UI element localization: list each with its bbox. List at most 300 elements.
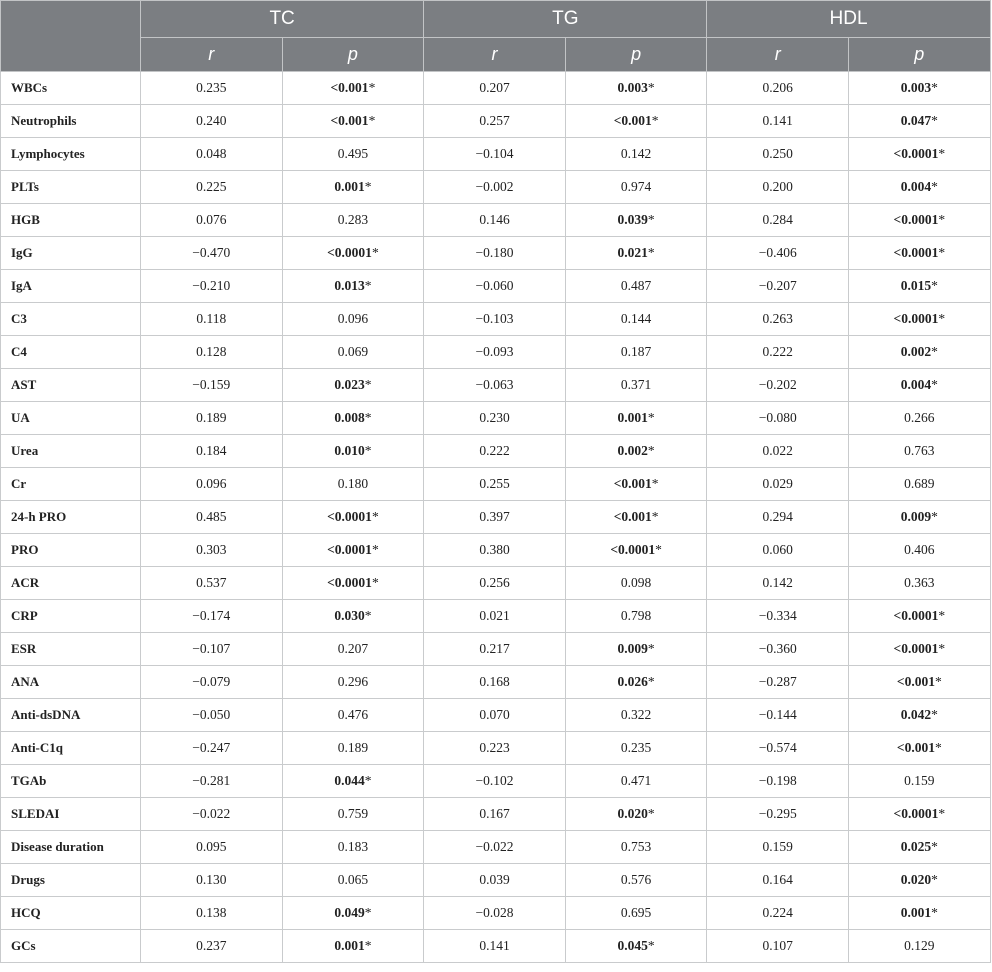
subheader-row: [1, 38, 991, 72]
table-row: [1, 732, 991, 765]
cell-value: −0.060: [475, 278, 514, 293]
table-row: [1, 336, 991, 369]
p-value-cell: [565, 336, 707, 369]
r-value-cell: [707, 237, 849, 270]
cell-value: 0.222: [479, 443, 510, 458]
cell-value: 0.206: [762, 80, 793, 95]
significance-marker: *: [938, 641, 946, 656]
significant-p-value: <0.001: [613, 509, 652, 524]
significance-marker: *: [934, 740, 942, 755]
cell-value: 0.021: [479, 608, 510, 623]
table-row: [1, 864, 991, 897]
significant-p-value: 0.026: [617, 674, 648, 689]
r-value-cell: [424, 303, 566, 336]
cell-value: 0.284: [762, 212, 793, 227]
r-value-cell: [707, 534, 849, 567]
p-value-cell: [565, 237, 707, 270]
significance-marker: *: [371, 542, 379, 557]
r-value-cell: [141, 468, 283, 501]
cell-value: −0.360: [758, 641, 797, 656]
r-value-cell: [141, 204, 283, 237]
r-value-cell: [707, 831, 849, 864]
p-value-cell: [282, 468, 424, 501]
cell-value: 0.060: [762, 542, 793, 557]
cell-value: 0.217: [479, 641, 510, 656]
cell-value: 0.322: [620, 707, 652, 722]
r-value-cell: [707, 138, 849, 171]
p-value-cell: [849, 303, 991, 336]
r-value-cell: [707, 435, 849, 468]
table-body: [1, 72, 991, 963]
significance-marker: *: [364, 905, 372, 920]
significance-marker: *: [934, 674, 942, 689]
significant-p-value: 0.025: [900, 839, 932, 854]
cell-value: −0.159: [192, 377, 231, 392]
cell-value: 0.167: [479, 806, 510, 821]
table-row: [1, 765, 991, 798]
p-value-cell: [849, 930, 991, 963]
significance-marker: *: [931, 509, 938, 524]
r-value-cell: [707, 402, 849, 435]
p-value-cell: [282, 336, 424, 369]
significant-p-value: <0.0001: [893, 146, 939, 161]
significant-p-value: 0.047: [900, 113, 932, 128]
table-row: [1, 237, 991, 270]
significance-marker: *: [938, 245, 946, 260]
p-value-cell: [565, 699, 707, 732]
significance-marker: *: [931, 839, 938, 854]
p-value-cell: [565, 501, 707, 534]
significant-p-value: <0.0001: [327, 575, 372, 590]
p-value-cell: [565, 930, 707, 963]
row-label: IgG: [1, 237, 141, 270]
r-value-cell: [424, 138, 566, 171]
cell-value: 0.095: [196, 839, 227, 854]
r-value-cell: [141, 567, 283, 600]
cell-value: 0.142: [762, 575, 793, 590]
cell-value: −0.287: [758, 674, 797, 689]
cell-value: 0.118: [196, 311, 227, 326]
r-value-cell: [707, 864, 849, 897]
cell-value: 0.759: [337, 806, 369, 821]
p-value-cell: [282, 699, 424, 732]
significance-marker: *: [651, 509, 659, 524]
cell-value: 0.096: [337, 311, 369, 326]
cell-value: −0.202: [758, 377, 797, 392]
significance-marker: *: [938, 608, 946, 623]
cell-value: −0.174: [192, 608, 231, 623]
r-value-cell: [141, 831, 283, 864]
cell-value: 0.207: [337, 641, 369, 656]
p-value-cell: [565, 633, 707, 666]
significant-p-value: 0.015: [900, 278, 932, 293]
cell-value: 0.224: [762, 905, 793, 920]
significant-p-value: <0.0001: [893, 311, 939, 326]
p-value-cell: [565, 798, 707, 831]
p-value-cell: [565, 468, 707, 501]
cell-value: −0.080: [758, 410, 797, 425]
p-value-cell: [565, 897, 707, 930]
row-label: WBCs: [1, 72, 141, 105]
significant-p-value: 0.004: [900, 377, 932, 392]
significance-marker: *: [368, 113, 376, 128]
p-value-cell: [849, 237, 991, 270]
significant-p-value: 0.013: [334, 278, 365, 293]
p-value-cell: [849, 534, 991, 567]
r-value-cell: [141, 237, 283, 270]
cell-value: 0.164: [762, 872, 793, 887]
cell-value: 0.223: [479, 740, 510, 755]
cell-value: 0.128: [196, 344, 227, 359]
significance-marker: *: [647, 641, 655, 656]
cell-value: −0.470: [192, 245, 231, 260]
r-value-cell: [424, 897, 566, 930]
cell-value: 0.974: [620, 179, 652, 194]
p-value-cell: [282, 402, 424, 435]
p-value-cell: [282, 732, 424, 765]
p-value-cell: [282, 765, 424, 798]
significant-p-value: 0.002: [900, 344, 932, 359]
row-label: SLEDAI: [1, 798, 141, 831]
r-value-cell: [424, 501, 566, 534]
significance-marker: *: [931, 113, 938, 128]
significance-marker: *: [938, 146, 946, 161]
significance-marker: *: [647, 410, 655, 425]
p-value-cell: [849, 204, 991, 237]
significant-p-value: <0.001: [896, 674, 935, 689]
r-value-cell: [707, 303, 849, 336]
significant-p-value: <0.001: [330, 80, 369, 95]
table-row: [1, 204, 991, 237]
r-value-cell: [141, 633, 283, 666]
cell-value: −0.247: [192, 740, 231, 755]
cell-value: 0.180: [337, 476, 369, 491]
significance-marker: *: [931, 179, 938, 194]
significance-marker: *: [938, 311, 946, 326]
cell-value: −0.574: [758, 740, 797, 755]
cell-value: 0.471: [620, 773, 652, 788]
p-value-cell: [565, 171, 707, 204]
significance-marker: *: [364, 938, 372, 953]
p-value-cell: [282, 831, 424, 864]
p-value-cell: [282, 435, 424, 468]
r-value-cell: [424, 534, 566, 567]
row-label: AST: [1, 369, 141, 402]
cell-value: 0.183: [337, 839, 369, 854]
significant-p-value: 0.020: [900, 872, 932, 887]
cell-value: 0.222: [762, 344, 793, 359]
significant-p-value: <0.0001: [610, 542, 656, 557]
r-value-cell: [141, 369, 283, 402]
p-value-cell: [282, 897, 424, 930]
cell-value: −0.210: [192, 278, 231, 293]
r-value-cell: [424, 600, 566, 633]
p-value-cell: [565, 303, 707, 336]
r-value-cell: [424, 171, 566, 204]
row-label: ANA: [1, 666, 141, 699]
row-label: TGAb: [1, 765, 141, 798]
p-value-cell: [282, 171, 424, 204]
r-value-cell: [141, 897, 283, 930]
r-value-cell: [707, 930, 849, 963]
table-row: [1, 501, 991, 534]
cell-value: −0.198: [758, 773, 797, 788]
cell-value: 0.476: [337, 707, 369, 722]
r-value-cell: [707, 765, 849, 798]
cell-value: −0.028: [475, 905, 514, 920]
significant-p-value: 0.001: [617, 410, 648, 425]
r-value-cell: [141, 864, 283, 897]
r-value-cell: [141, 501, 283, 534]
cell-value: 0.397: [479, 509, 510, 524]
cell-value: 0.763: [904, 443, 935, 458]
table-row: [1, 468, 991, 501]
p-value-cell: [849, 336, 991, 369]
cell-value: 0.069: [337, 344, 369, 359]
cell-value: 0.048: [196, 146, 227, 161]
r-value-cell: [707, 501, 849, 534]
cell-value: 0.189: [337, 740, 369, 755]
cell-value: 0.159: [904, 773, 935, 788]
table-row: [1, 600, 991, 633]
r-value-cell: [424, 831, 566, 864]
cell-value: 0.200: [762, 179, 793, 194]
cell-value: 0.576: [620, 872, 652, 887]
significant-p-value: <0.0001: [327, 509, 372, 524]
cell-value: 0.371: [620, 377, 652, 392]
r-value-cell: [141, 732, 283, 765]
r-value-cell: [424, 237, 566, 270]
r-value-cell: [707, 699, 849, 732]
significance-marker: *: [938, 806, 946, 821]
cell-value: −0.102: [475, 773, 514, 788]
significant-p-value: <0.0001: [327, 542, 372, 557]
significance-marker: *: [647, 674, 655, 689]
cell-value: −0.050: [192, 707, 231, 722]
p-value-cell: [282, 864, 424, 897]
significant-p-value: 0.002: [617, 443, 648, 458]
r-value-cell: [141, 402, 283, 435]
r-value-cell: [707, 567, 849, 600]
p-value-cell: [565, 864, 707, 897]
cell-value: 0.225: [196, 179, 227, 194]
cell-value: −0.334: [758, 608, 797, 623]
significant-p-value: <0.0001: [893, 608, 939, 623]
significant-p-value: 0.023: [334, 377, 365, 392]
r-value-cell: [707, 666, 849, 699]
cell-value: 0.256: [479, 575, 510, 590]
table-row: [1, 435, 991, 468]
cell-value: −0.079: [192, 674, 231, 689]
cell-value: 0.798: [620, 608, 652, 623]
cell-value: 0.237: [196, 938, 227, 953]
cell-value: 0.283: [337, 212, 369, 227]
cell-value: 0.296: [337, 674, 369, 689]
row-label: ESR: [1, 633, 141, 666]
cell-value: 0.141: [479, 938, 510, 953]
p-value-cell: [849, 666, 991, 699]
r-value-cell: [707, 732, 849, 765]
row-label: GCs: [1, 930, 141, 963]
r-value-cell: [424, 666, 566, 699]
r-value-cell: [141, 600, 283, 633]
r-value-cell: [424, 798, 566, 831]
r-value-cell: [141, 138, 283, 171]
row-label: Cr: [1, 468, 141, 501]
r-value-cell: [141, 171, 283, 204]
p-value-cell: [849, 435, 991, 468]
cell-value: 0.096: [196, 476, 227, 491]
significant-p-value: <0.001: [613, 113, 652, 128]
p-value-cell: [565, 138, 707, 171]
group-header-tc: TC: [141, 1, 424, 38]
significance-marker: *: [931, 872, 938, 887]
r-value-cell: [707, 600, 849, 633]
table-row: [1, 666, 991, 699]
r-value-cell: [141, 72, 283, 105]
row-label: Drugs: [1, 864, 141, 897]
row-label: Lymphocytes: [1, 138, 141, 171]
cell-value: −0.281: [192, 773, 231, 788]
significance-marker: *: [364, 278, 372, 293]
significant-p-value: <0.0001: [893, 806, 939, 821]
significant-p-value: 0.039: [617, 212, 648, 227]
r-value-cell: [424, 204, 566, 237]
row-label: Neutrophils: [1, 105, 141, 138]
r-value-cell: [707, 336, 849, 369]
p-value-cell: [282, 600, 424, 633]
p-value-cell: [849, 633, 991, 666]
r-value-cell: [141, 699, 283, 732]
cell-value: 0.207: [479, 80, 510, 95]
cell-value: 0.029: [762, 476, 793, 491]
significant-p-value: 0.042: [900, 707, 932, 722]
significance-marker: *: [931, 905, 938, 920]
p-value-cell: [849, 798, 991, 831]
cell-value: −0.022: [475, 839, 514, 854]
significant-p-value: 0.003: [900, 80, 932, 95]
p-value-cell: [282, 270, 424, 303]
r-value-cell: [424, 633, 566, 666]
cell-value: −0.093: [475, 344, 514, 359]
cell-value: 0.266: [904, 410, 935, 425]
table-row: [1, 369, 991, 402]
significance-marker: *: [364, 377, 372, 392]
cell-value: 0.107: [762, 938, 793, 953]
cell-value: 0.230: [479, 410, 510, 425]
row-label: C4: [1, 336, 141, 369]
p-value-cell: [849, 72, 991, 105]
table-row: [1, 105, 991, 138]
table-row: [1, 831, 991, 864]
row-label: Disease duration: [1, 831, 141, 864]
significant-p-value: 0.049: [334, 905, 365, 920]
r-value-cell: [424, 864, 566, 897]
significance-marker: *: [371, 245, 379, 260]
p-value-cell: [849, 765, 991, 798]
r-value-cell: [707, 369, 849, 402]
p-value-cell: [849, 600, 991, 633]
group-header-hdl: HDL: [707, 1, 990, 38]
subheader-tg-p: p: [565, 38, 707, 72]
row-label: PLTs: [1, 171, 141, 204]
table-row: [1, 699, 991, 732]
r-value-cell: [707, 204, 849, 237]
significant-p-value: 0.004: [900, 179, 932, 194]
cell-value: 0.250: [762, 146, 793, 161]
r-value-cell: [707, 105, 849, 138]
r-value-cell: [141, 303, 283, 336]
cell-value: 0.485: [196, 509, 227, 524]
p-value-cell: [565, 534, 707, 567]
subheader-tc-p: p: [282, 38, 424, 72]
cell-value: 0.537: [196, 575, 227, 590]
table-row: [1, 171, 991, 204]
r-value-cell: [424, 402, 566, 435]
row-label: HGB: [1, 204, 141, 237]
subheader-hdl-r: r: [707, 38, 849, 72]
p-value-cell: [282, 633, 424, 666]
p-value-cell: [849, 171, 991, 204]
significant-p-value: 0.008: [334, 410, 365, 425]
significant-p-value: 0.045: [617, 938, 648, 953]
significance-marker: *: [647, 938, 655, 953]
row-label: HCQ: [1, 897, 141, 930]
p-value-cell: [282, 303, 424, 336]
row-label: CRP: [1, 600, 141, 633]
table-row: [1, 138, 991, 171]
significance-marker: *: [364, 443, 372, 458]
significance-marker: *: [371, 509, 379, 524]
significance-marker: *: [931, 80, 938, 95]
subheader-tc-r: r: [141, 38, 283, 72]
r-value-cell: [707, 897, 849, 930]
p-value-cell: [565, 72, 707, 105]
significant-p-value: 0.001: [334, 938, 365, 953]
table-row: [1, 930, 991, 963]
table-row: [1, 270, 991, 303]
cell-value: 0.138: [196, 905, 227, 920]
r-value-cell: [707, 270, 849, 303]
r-value-cell: [424, 765, 566, 798]
r-value-cell: [141, 798, 283, 831]
p-value-cell: [565, 105, 707, 138]
significant-p-value: 0.021: [617, 245, 648, 260]
p-value-cell: [565, 600, 707, 633]
table-row: [1, 798, 991, 831]
cell-value: 0.146: [479, 212, 510, 227]
r-value-cell: [424, 732, 566, 765]
cell-value: 0.406: [904, 542, 935, 557]
r-value-cell: [424, 699, 566, 732]
significant-p-value: <0.0001: [893, 245, 939, 260]
subheader-tg-r: r: [424, 38, 566, 72]
significance-marker: *: [364, 179, 372, 194]
p-value-cell: [849, 699, 991, 732]
table-row: [1, 897, 991, 930]
r-value-cell: [424, 435, 566, 468]
significant-p-value: 0.003: [617, 80, 648, 95]
r-value-cell: [424, 930, 566, 963]
cell-value: 0.142: [620, 146, 652, 161]
significance-marker: *: [931, 377, 938, 392]
cell-value: −0.295: [758, 806, 797, 821]
cell-value: 0.129: [904, 938, 935, 953]
cell-value: 0.695: [620, 905, 652, 920]
cell-value: 0.263: [762, 311, 793, 326]
p-value-cell: [565, 270, 707, 303]
cell-value: 0.168: [479, 674, 510, 689]
